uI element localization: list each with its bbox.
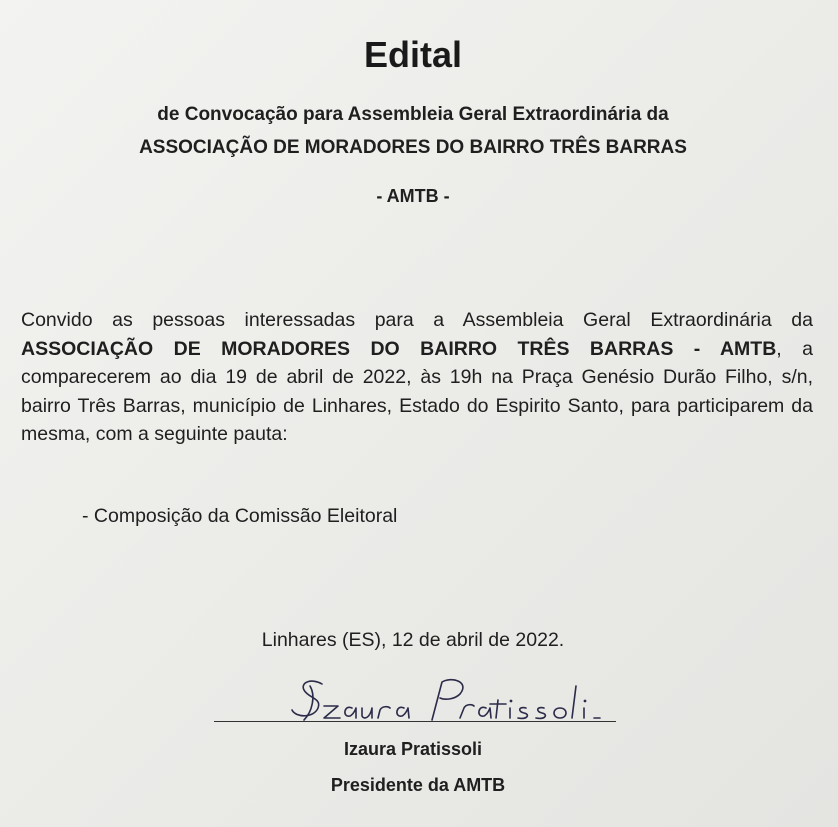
association-name: ASSOCIAÇÃO DE MORADORES DO BAIRRO TRÊS BARRAS [139,137,687,158]
place-and-date: Linhares (ES), 12 de abril de 2022. [261,629,565,651]
association-acronym: - AMTB - [376,186,450,206]
document-subtitle: de Convocação para Assembleia Geral Extraordinária da [157,104,669,125]
paragraph-part-2: , a comparecerem ao dia 19 de abril de 2022, às 19h na Praça Genésio Durão Filho, s/n, bairro Três Barras, município de Linhares, Estado do Espirito Santo, para participarem da mesma, com a seguinte pauta: [21,337,813,445]
signature-line [214,721,616,722]
signer-name: Izaura Pratissoli [343,739,483,759]
paragraph-part-1: Convido as pessoas interessadas para a Assembleia Geral Extraordinária da [21,309,813,331]
agenda-item: - Composição da Comissão Eleitoral [82,505,398,527]
document-title: Edital [363,34,462,75]
signer-role: Presidente da AMTB [330,775,506,795]
paragraph-association-bold: ASSOCIAÇÃO DE MORADORES DO BAIRRO TRÊS BARRAS - AMTB [21,337,777,360]
convocation-paragraph [21,306,813,449]
handwritten-signature [282,672,622,728]
